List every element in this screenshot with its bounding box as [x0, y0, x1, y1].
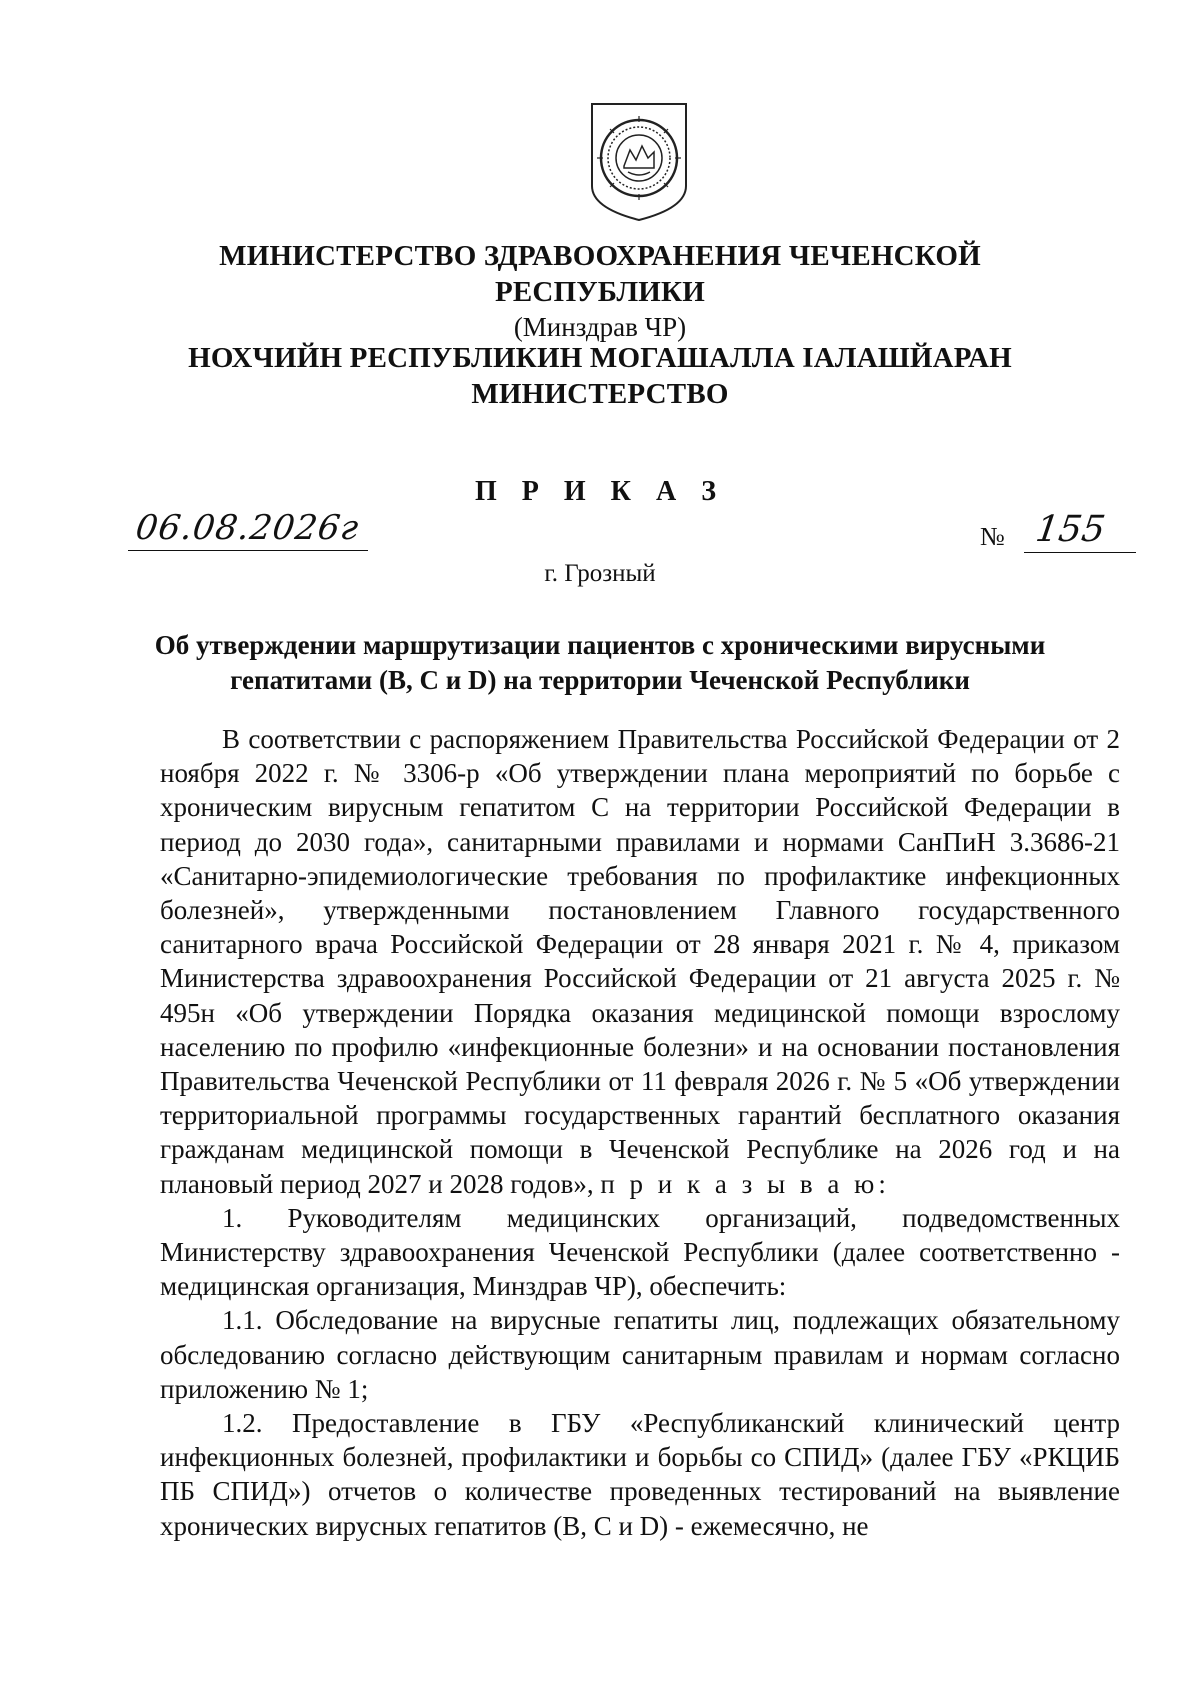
- order-word: п р и к а з ы в а ю:: [600, 1168, 890, 1199]
- item-1: 1. Руководителям медицинских организаций, подведомственных Министерству здравоохранения Чеченской Республики (далее соответственно - медицинская организация, Минздрав ЧР), обеспечить:: [160, 1202, 1120, 1302]
- ministry-name-chechen: НОХЧИЙН РЕСПУБЛИКИН МОГАШАЛЛА ΙАЛАШЙАРАН МИНИСТЕРСТВО: [188, 342, 1012, 410]
- order-date-handwritten: 06.08.2026г: [133, 508, 362, 548]
- item-1-1: 1.1. Обследование на вирусные гепатиты лиц, подлежащих обязательному обследованию согласно действующим санитарным правилам и нормам согласно приложению № 1;: [160, 1305, 1120, 1404]
- item-1-2: 1.2. Предоставление в ГБУ «Республиканский клинический центр инфекционных болезней, профилактики и борьбы со СПИД» (далее ГБУ «РКЦИБ ПБ СПИД») отчетов о количестве проведенных тестирований на выявление хронических вирусных гепатитов (B, C и D) - ежемесячно, не: [160, 1408, 1120, 1541]
- ministry-short-name: (Минздрав ЧР): [513, 312, 687, 342]
- order-city: г. Грозный: [544, 560, 656, 587]
- preamble-text: В соответствии с распоряжением Правительства Российской Федерации от 2 ноября 2022 г. № 3306-р «Об утверждении плана мероприятий по борьбе с хроническим вирусным гепатитом С на территории Российской Федерации в период до 2030 года», санитарными правилами и нормами СанПиН 3.3686-21 «Санитарно-эпидемиологические требования по профилактике инфекционных болезней», утвержденными постановлением Главного государственного санитарного врача Российской Федерации от 28 января 2021 г. № 4, приказом Министерства здравоохранения Российской Федерации от 21 августа 2025 г. № 495н «Об утверждении Порядка оказания медицинской помощи взрослому населению по профилю «инфекционные болезни» и на основании постановления Правительства Чеченской Республики от 11 февраля 2026 г. № 5 «Об утверждении территориальной программы государственных гарантий бесплатного оказания гражданам медицинской помощи в Чеченской Республике на 2026 год и на плановый период 2027 и 2028 годов»,: [160, 724, 1120, 1199]
- document-type-title: П Р И К А З: [475, 476, 725, 507]
- preamble-paragraph: [160, 722, 1120, 1201]
- order-number-handwritten: 155: [1033, 509, 1108, 550]
- order-subject: Об утверждении маршрутизации пациентов с хроническими вирусными гепатитами (B, C и D) на территории Чеченской Республики: [154, 630, 1046, 695]
- number-sign: №: [980, 522, 1005, 551]
- order-body: [160, 722, 1120, 1543]
- chechen-republic-emblem-icon: [588, 100, 690, 224]
- ministry-name-russian: МИНИСТЕРСТВО ЗДРАВООХРАНЕНИЯ ЧЕЧЕНСКОЙ РЕСПУБЛИКИ: [219, 240, 981, 308]
- order-number-line: [1024, 509, 1136, 553]
- order-date-field: [128, 508, 368, 551]
